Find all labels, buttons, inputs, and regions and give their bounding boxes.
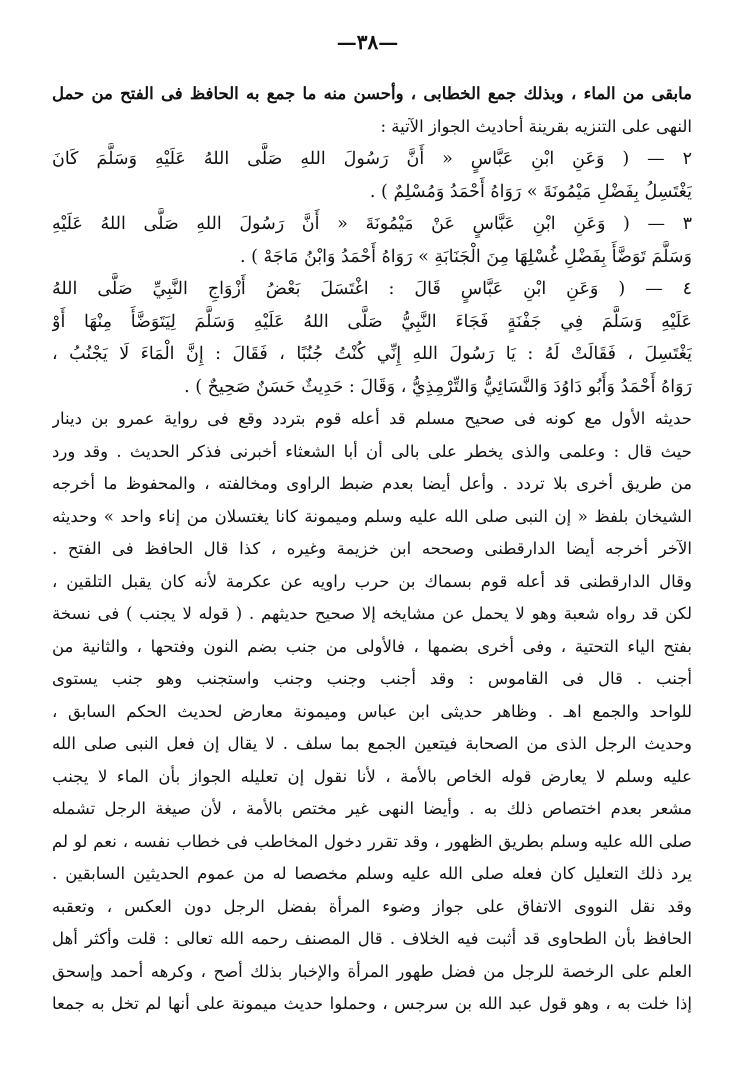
text-line: النهى على التنزيه بقرينة أحاديث الجواز الآتية : [380, 116, 692, 136]
text-line: عَلَيْهِ وَسَلَّمَ فِي جَفْنَةٍ فَجَاءَ النَّبِيُّ صَلَّى اللهُ عَلَيْهِ وَسَلَّمَ لِيَتَوَضَّأَ مِنْهَا أَوْ [52, 311, 692, 332]
text-line: صلى الله عليه وسلم بطريق الظهور ، وقد تقرر دخول المخاطب فى خطاب نفسه ، نعم لو لم [52, 831, 692, 851]
text-line: ٤ — ( وَعَنِ ابْنِ عَبَّاسٍ قَالَ : اغْتَسَلَ بَعْضُ أَزْوَاجِ النَّبِيِّ صَلَّى اللهُ [52, 279, 692, 299]
text-line: إذا خلت به ، وهو قول عبد الله بن سرجس ، وحملوا حديث ميمونة على أنها لم تخل به جمعا [52, 994, 692, 1013]
text-line: أجنب . قال فى القاموس : وقد أجنب وجنب وجنب واستجنب وهو جنب يستوى [52, 669, 692, 688]
text-line: ٣ — ( وَعَنِ ابْنِ عَبَّاسٍ عَنْ مَيْمُونَةَ « أَنَّ رَسُولَ اللهِ صَلَّى اللهُ عَلَيْهِ [52, 214, 692, 234]
text-line: العلم على الرخصة للرجل من فضل طهور المرأة والإخبار بذلك أصح ، وكرهه أحمد وإسحق [52, 961, 692, 981]
text-line: بفتح الياء التحتية ، وفى أخرى بضمها ، فالأولى من جنب بضم النون وفتحها ، والثانية من [52, 636, 692, 656]
text-line: وقال الدارقطنى قد أعله قوم بسماك بن حرب راويه عن عكرمة لأنه كان يقبل التلقين ، [52, 571, 692, 591]
text-line: يرد ذلك التعليل كان فعله صلى الله عليه وسلم مخصصا له من عموم الحديثين السابقين . [52, 864, 692, 883]
text-line: للواحد والجمع اهـ . وظاهر حديثى ابن عباس وميمونة معارض لحديث الحكم السابق ، [52, 701, 692, 721]
text-line: حيث قال : وعلمى والذى يخطر على بالى أن أبا الشعثاء أخبرنى فذكر الحديث . وقد ورد [52, 441, 692, 461]
text-line: من طريق أخرى بلا تردد . وأعل أيضا بعدم ضبط الراوى ومخالفته ، والمحفوظ ما أخرجه [52, 474, 692, 493]
text-line: وقد نقل النووى الاتفاق على جواز وضوء المرأة بفضل الرجل دون العكس ، وتعقبه [52, 896, 692, 916]
page-number: —٣٨— [336, 30, 399, 54]
text-line: الشيخان بلفظ « إن النبى صلى الله عليه وسلم وميمونة كانا يغتسلان من إناء واحد » وحديثه [52, 506, 692, 526]
text-line: لكن قد رواه شعبة وهو لا يحمل عن مشايخه إلا صحيح حديثهم . ( قوله لا يجنب ) فى نسخة [52, 604, 692, 623]
text-line: عليه وسلم لا يعارض قوله الخاص بالأمة ، لأنا نقول إن تعليله الجواز بأن الماء لا يجنب [52, 766, 692, 786]
text-line: الآخر أخرجه أيضا الدارقطنى وصححه ابن خزيمة وغيره ، كذا قال الحافظ فى الفتح . [52, 539, 692, 558]
text-line: مشعر بعدم اختصاص ذلك به . وأيضا النهى غير مختص بالأمة ، لأن صيغة الرجل تشمله [52, 799, 692, 818]
text-line: وَسَلَّمَ تَوَضَّأَ بِفَضْلِ غُسْلِهَا مِنَ الْجَنَابَةِ » رَوَاهُ أَحْمَدُ وَابْنُ مَاجَهْ ) . [240, 246, 692, 267]
text-line: الحافظ بأن الطحاوى قد أثبت فيه الخلاف . قال المصنف رحمه الله تعالى : قلت وأكثر أهل [52, 929, 692, 948]
text-body [52, 78, 692, 1021]
text-line: حديثه الأول مع كونه فى صحيح مسلم قد أعله قوم بتردد وقع فى رواية عمرو بن دينار [52, 409, 692, 428]
text-line: ٢ — ( وَعَنِ ابْنِ عَبَّاسٍ « أَنَّ رَسُولَ اللهِ صَلَّى اللهُ عَلَيْهِ وَسَلَّمَ كَانَ [52, 149, 692, 169]
text-line: وحديث الرجل الذى من الصحابة فيتعين الجمع بما سلف . لا يقال إن فعل النبى صلى الله [52, 734, 692, 753]
text-line: يَغْتَسِلُ بِفَضْلِ مَيْمُونَةَ » رَوَاهُ أَحْمَدُ وَمُسْلِمٌ ) . [369, 181, 692, 202]
text-line: يَغْتَسِلَ ، فَقَالَتْ لَهُ : يَا رَسُولَ اللهِ إِنِّي كُنْتُ جُنُبًا ، فَقَالَ : إِنَّ الْمَاءَ لَا يَجْنُبُ ، [52, 344, 692, 364]
text-line: رَوَاهُ أَحْمَدُ وَأَبُو دَاوُدَ وَالنَّسَائِيُّ وَالتِّرْمِذِيُّ ، وَقَالَ : حَدِيثٌ حَسَنٌ صَحِيحٌ ) . [184, 376, 692, 397]
text-line: مابقى من الماء ، وبذلك جمع الخطابى ، وأحسن منه ما جمع به الحافظ فى الفتح من حمل [52, 84, 692, 103]
